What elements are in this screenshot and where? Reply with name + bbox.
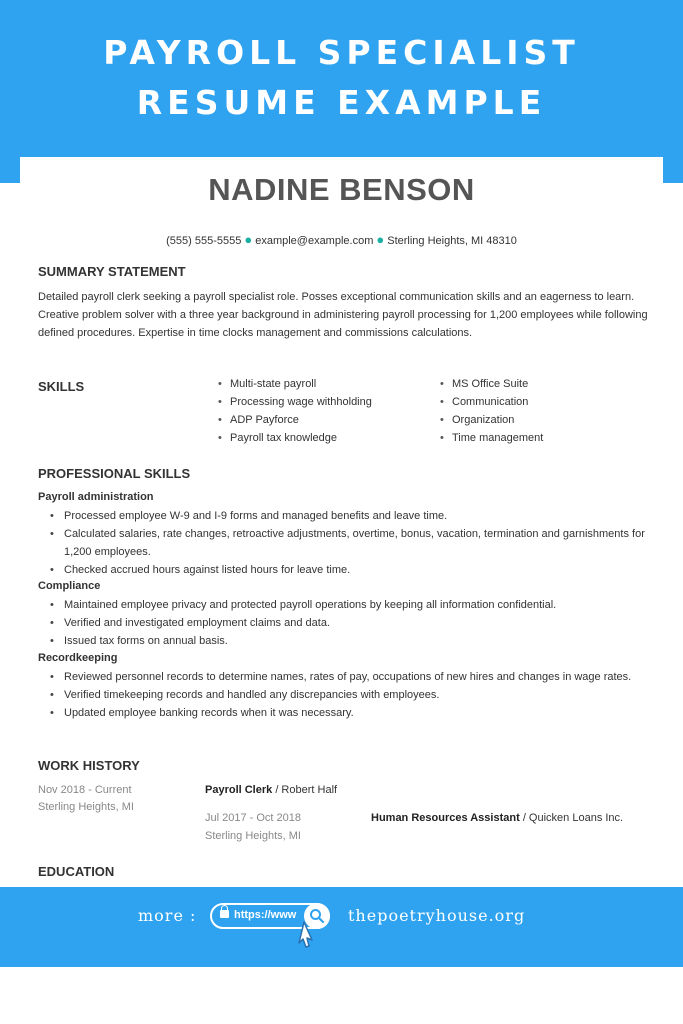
summary-text: Detailed payroll clerk seeking a payroll specialist role. Posses exceptional communication skills and an eagerness to learn. Creative problem solver with a three year background in administering payroll processing for 1,200 employees while following defined procedures. Expertise in time clocks management and commissions calculations. <box>38 291 648 339</box>
lock-icon <box>220 910 229 918</box>
compliance-bullets <box>50 596 650 650</box>
job-title: Human Resources Assistant <box>371 812 520 824</box>
skill-item: • Communication <box>440 393 543 411</box>
skills-heading: SKILLS <box>38 379 85 394</box>
url-label: https://www <box>234 909 297 921</box>
skill-item: • Multi-state payroll <box>218 375 372 393</box>
skill-item: • Payroll tax knowledge <box>218 429 372 447</box>
banner-title <box>0 28 683 128</box>
job-title-line <box>371 809 641 827</box>
list-item: • Verified timekeeping records and handled any discrepancies with employees. <box>50 686 650 704</box>
list-item: • Maintained employee privacy and protected payroll operations by keeping all information confidential. <box>50 596 650 614</box>
list-item: • Reviewed personnel records to determine names, rates of pay, occupations of new hires and changes in wage rates. <box>50 668 650 686</box>
banner-title-line1: PAYROLL SPECIALIST <box>103 33 580 72</box>
group-title-compliance: Compliance <box>38 580 101 592</box>
footer-banner <box>0 887 683 967</box>
group-title-recordkeeping: Recordkeeping <box>38 652 118 664</box>
contact-email: example@example.com <box>255 235 374 247</box>
job-dates: Jul 2017 - Oct 2018 <box>205 812 302 824</box>
work-history-heading: WORK HISTORY <box>38 758 140 773</box>
education-heading: EDUCATION <box>38 864 115 879</box>
footer-more-text: more : <box>138 906 197 925</box>
skill-item: • ADP Payforce <box>218 411 372 429</box>
job-employer: / Robert Half <box>272 784 338 796</box>
skill-item: • MS Office Suite <box>440 375 543 393</box>
contact-location: Sterling Heights, MI 48310 <box>387 235 517 247</box>
job-title: Payroll Clerk <box>205 784 273 796</box>
cursor-icon <box>290 920 316 948</box>
job-title-line <box>205 781 337 799</box>
job-dates: Nov 2018 - Current <box>38 784 132 796</box>
professional-skills-heading: PROFESSIONAL SKILLS <box>38 466 191 481</box>
summary-heading: SUMMARY STATEMENT <box>38 264 186 279</box>
job-location: Sterling Heights, MI <box>38 801 134 813</box>
list-item: • Processed employee W-9 and I-9 forms and managed benefits and leave time. <box>50 507 650 525</box>
list-item: • Checked accrued hours against listed hours for leave time. <box>50 561 650 579</box>
skills-list-1 <box>218 375 372 447</box>
separator-dot-icon: ● <box>376 232 385 247</box>
group-title-payroll: Payroll administration <box>38 491 154 503</box>
recordkeeping-bullets <box>50 668 650 722</box>
job-employer: / Quicken Loans Inc. <box>519 812 624 824</box>
contact-line <box>20 232 663 247</box>
list-item: • Updated employee banking records when it was necessary. <box>50 704 650 722</box>
payroll-bullets <box>50 507 650 579</box>
list-item: • Verified and investigated employment claims and data. <box>50 614 650 632</box>
skill-item: • Time management <box>440 429 543 447</box>
footer-site-link[interactable]: thepoetryhouse.org <box>348 906 526 925</box>
skill-item: • Processing wage withholding <box>218 393 372 411</box>
separator-dot-icon: ● <box>244 232 253 247</box>
skill-item: • Organization <box>440 411 543 429</box>
list-item: • Calculated salaries, rate changes, retroactive adjustments, overtime, bonus, vacation, termination and garnishments for 1,200 employees. <box>50 525 650 561</box>
banner-title-line2: RESUME EXAMPLE <box>136 83 547 122</box>
list-item: • Issued tax forms on annual basis. <box>50 632 650 650</box>
job-location: Sterling Heights, MI <box>205 830 301 842</box>
contact-phone: (555) 555-5555 <box>166 235 242 247</box>
skills-list-2 <box>440 375 543 447</box>
resume-name: NADINE BENSON <box>208 172 475 207</box>
